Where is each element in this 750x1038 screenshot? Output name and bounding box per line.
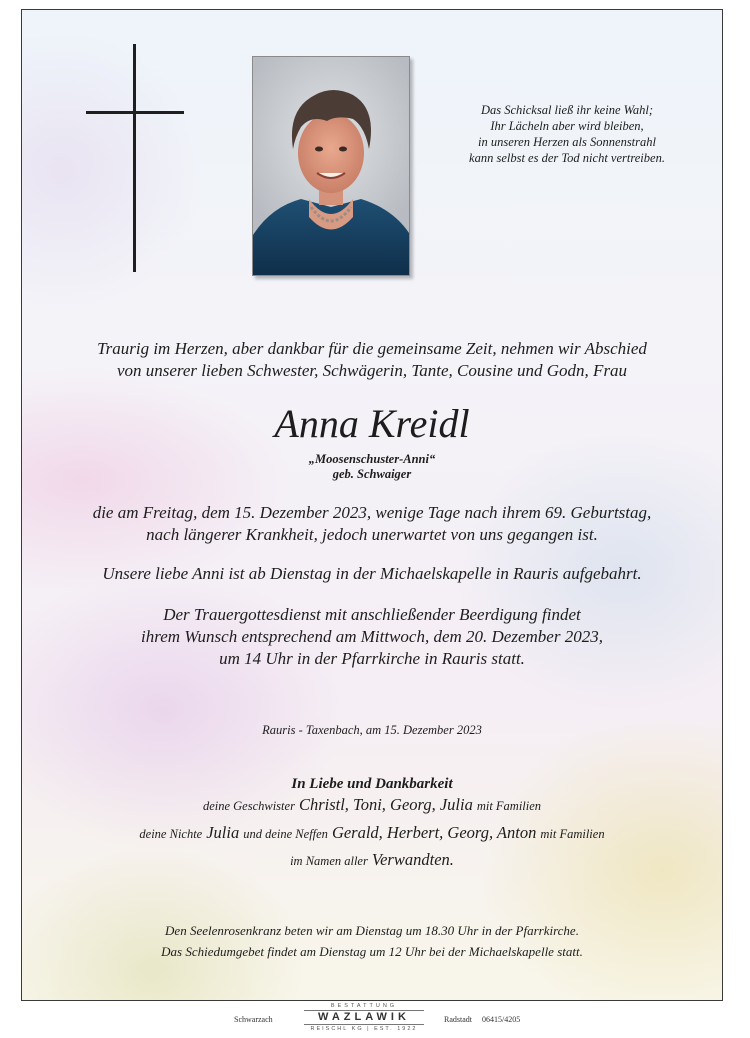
family-line-siblings — [22, 795, 722, 815]
poem-line: kann selbst es der Tod nicht vertreiben. — [469, 151, 665, 165]
family-prefix: deine Nichte — [139, 827, 203, 841]
death-notice-line: die am Freitag, dem 15. Dezember 2023, wenige Tage nach ihrem 69. Geburtstag, — [92, 503, 652, 522]
service-notes — [22, 920, 722, 962]
family-suffix: mit Familien — [540, 827, 605, 841]
intro-text — [22, 338, 722, 382]
family-line-nieces-nephews — [22, 823, 722, 843]
cross-icon — [133, 44, 136, 272]
laid-out-line: Unsere liebe Anni ist ab Dienstag in der Michaelskapelle in Rauris aufgebahrt. — [102, 564, 642, 583]
cross-icon-bar — [86, 111, 184, 114]
love-line: In Liebe und Dankbarkeit — [291, 776, 453, 792]
family-connector: und deine Neffen — [243, 827, 328, 841]
poem-line: Ihr Lächeln aber wird bleiben, — [490, 119, 644, 133]
footer-location-left: Schwarzach — [234, 1015, 273, 1024]
footer-location-right — [444, 1015, 520, 1024]
nickname: „Moosenschuster-Anni“ — [308, 452, 436, 466]
obituary-card — [21, 9, 723, 1001]
deceased-name: Anna Kreidl — [274, 401, 470, 446]
funeral-line: Der Trauergottesdienst mit anschließender Beerdigung findet — [163, 605, 581, 624]
birth-name: geb. Schwaiger — [332, 467, 412, 481]
funeral-notice — [22, 604, 722, 670]
family-line-relatives — [22, 850, 722, 870]
footer-right-city: Radstadt — [444, 1015, 472, 1024]
family-prefix: deine Geschwister — [202, 799, 295, 813]
logo-top-text: BESTATTUNG — [330, 1003, 398, 1009]
laid-out-notice — [22, 563, 722, 585]
portrait-photo — [252, 56, 410, 276]
footer-phone: 06415/4205 — [482, 1015, 521, 1024]
footer — [0, 1002, 750, 1036]
poem — [427, 102, 707, 166]
place-date: Rauris - Taxenbach, am 15. Dezember 2023 — [262, 723, 482, 737]
family-suffix: mit Familien — [476, 799, 542, 813]
logo-sub-text: REISCHL KG | EST. 1922 — [310, 1026, 418, 1032]
service-note-line: Das Schiedumgebet findet am Dienstag um 12 Uhr bei der Michaelskapelle statt. — [161, 944, 583, 959]
service-note-line: Den Seelenrosenkranz beten wir am Dienstag um 18.30 Uhr in der Pfarrkirche. — [165, 923, 579, 938]
intro-line: von unserer lieben Schwester, Schwägerin, Tante, Cousine und Godn, Frau — [116, 361, 628, 380]
family-names: Verwandten. — [371, 850, 454, 869]
family-names: Christl, Toni, Georg, Julia — [298, 795, 473, 814]
poem-line: Das Schicksal ließ ihr keine Wahl; — [480, 103, 654, 117]
funeral-home-logo — [300, 1002, 428, 1033]
funeral-line: um 14 Uhr in der Pfarrkirche in Rauris statt. — [219, 649, 525, 668]
death-notice-line: nach längerer Krankheit, jedoch unerwartet von uns gegangen ist. — [146, 525, 598, 544]
family-prefix: im Namen aller — [290, 854, 368, 868]
intro-line: Traurig im Herzen, aber dankbar für die gemeinsame Zeit, nehmen wir Abschied — [97, 339, 647, 358]
family-names: Julia — [206, 823, 240, 842]
death-notice — [22, 502, 722, 546]
family-names: Gerald, Herbert, Georg, Anton — [331, 823, 537, 842]
funeral-line: ihrem Wunsch entsprechend am Mittwoch, dem 20. Dezember 2023, — [141, 627, 603, 646]
poem-line: in unseren Herzen als Sonnenstrahl — [478, 135, 656, 149]
logo-main-text: WAZLAWIK — [304, 1010, 424, 1025]
portrait-illustration — [253, 57, 409, 275]
